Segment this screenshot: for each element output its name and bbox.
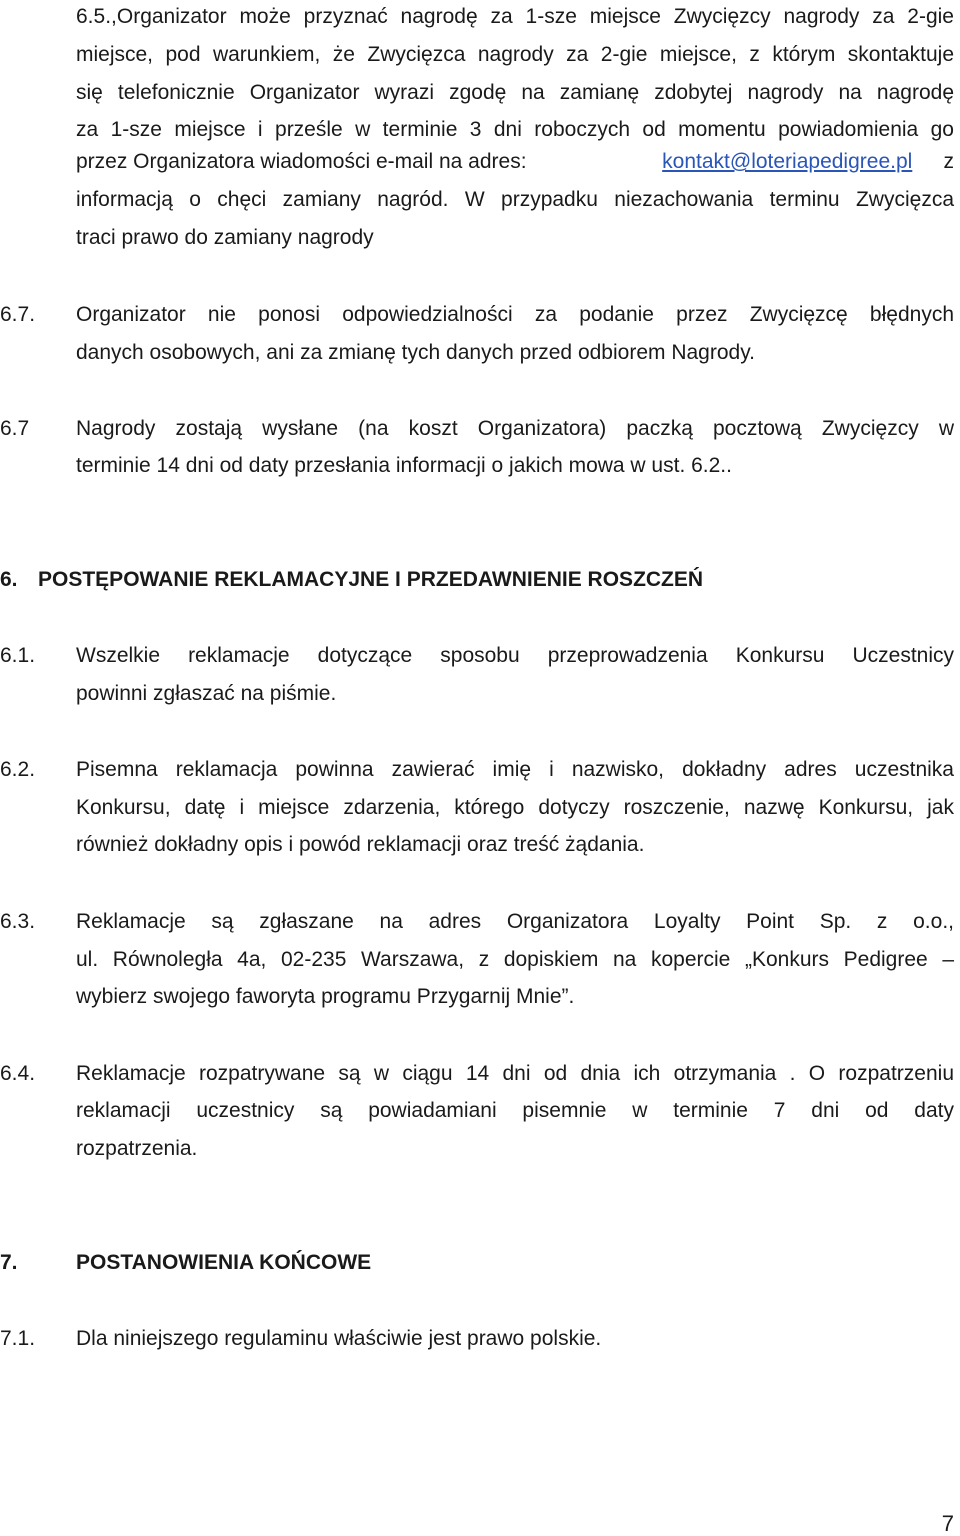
- text-line: powinni zgłaszać na piśmie.: [76, 682, 337, 705]
- section-number: 6.: [0, 568, 18, 591]
- text-line-with-email: [76, 149, 954, 175]
- text-line: Reklamacje rozpatrywane są w ciągu 14 dni od dnia ich otrzymania . O rozpatrzeniu: [76, 1062, 954, 1085]
- text-line: Dla niniejszego regulaminu właściwie jest prawo polskie.: [76, 1327, 602, 1350]
- text-line: terminie 14 dni od daty przesłania informacji o jakich mowa w ust. 6.2..: [76, 454, 732, 477]
- paragraph-number: 6.7: [0, 417, 30, 440]
- text-after-email: z: [943, 150, 954, 173]
- paragraph-number: 6.3.: [0, 910, 36, 933]
- text-line: danych osobowych, ani za zmianę tych danych przed odbiorem Nagrody.: [76, 341, 755, 364]
- text-line: 6.5.,Organizator może przyznać nagrodę za 1-sze miejsce Zwycięzcy nagrody za 2-gie: [76, 5, 954, 28]
- text-line: za 1-sze miejsce i prześle w terminie 3 dni roboczych od momentu powiadomienia go: [76, 118, 954, 141]
- paragraph-number: 6.1.: [0, 644, 36, 667]
- paragraph-number: 7.1.: [0, 1327, 36, 1350]
- text-line: również dokładny opis i powód reklamacji oraz treść żądania.: [76, 833, 645, 856]
- text-before-email: przez Organizatora wiadomości e-mail na adres:: [76, 150, 527, 173]
- email-link[interactable]: kontakt@loteriapedigree.pl: [662, 150, 913, 173]
- text-line: reklamacji uczestnicy są powiadamiani pisemnie w terminie 7 dni od daty: [76, 1099, 954, 1122]
- paragraph-number: 6.7.: [0, 303, 36, 326]
- text-line: Organizator nie ponosi odpowiedzialności za podanie przez Zwycięzcę błędnych: [76, 303, 954, 326]
- text-line: Pisemna reklamacja powinna zawierać imię i nazwisko, dokładny adres uczestnika: [76, 758, 954, 781]
- section-title: POSTANOWIENIA KOŃCOWE: [76, 1251, 372, 1274]
- text-line: się telefonicznie Organizator wyrazi zgodę na zamianę zdobytej nagrody na nagrodę: [76, 81, 954, 104]
- text-line: rozpatrzenia.: [76, 1137, 198, 1160]
- text-line: Nagrody zostają wysłane (na koszt Organizatora) paczką pocztową Zwycięzcy w: [76, 417, 954, 440]
- text-line: informacją o chęci zamiany nagród. W przypadku niezachowania terminu Zwycięzca: [76, 188, 954, 211]
- paragraph-number: 6.2.: [0, 758, 36, 781]
- text-line: wybierz swojego faworyta programu Przygarnij Mnie”.: [76, 985, 575, 1008]
- text-line: Wszelkie reklamacje dotyczące sposobu przeprowadzenia Konkursu Uczestnicy: [76, 644, 954, 667]
- text-line: traci prawo do zamiany nagrody: [76, 226, 374, 249]
- section-number: 7.: [0, 1251, 18, 1274]
- text-line: Reklamacje są zgłaszane na adres Organizatora Loyalty Point Sp. z o.o.,: [76, 910, 954, 933]
- text-line: Konkursu, datę i miejsce zdarzenia, którego dotyczy roszczenie, nazwę Konkursu, jak: [76, 796, 954, 819]
- text-line: ul. Równoległa 4a, 02-235 Warszawa, z dopiskiem na kopercie „Konkurs Pedigree –: [76, 948, 954, 971]
- paragraph-number: 6.4.: [0, 1062, 36, 1085]
- page-number: 7: [941, 1511, 954, 1536]
- text-line: miejsce, pod warunkiem, że Zwycięzca nagrody za 2-gie miejsce, z którym skontaktuje: [76, 43, 954, 66]
- section-title: POSTĘPOWANIE REKLAMACYJNE I PRZEDAWNIENIE ROSZCZEŃ: [38, 568, 704, 591]
